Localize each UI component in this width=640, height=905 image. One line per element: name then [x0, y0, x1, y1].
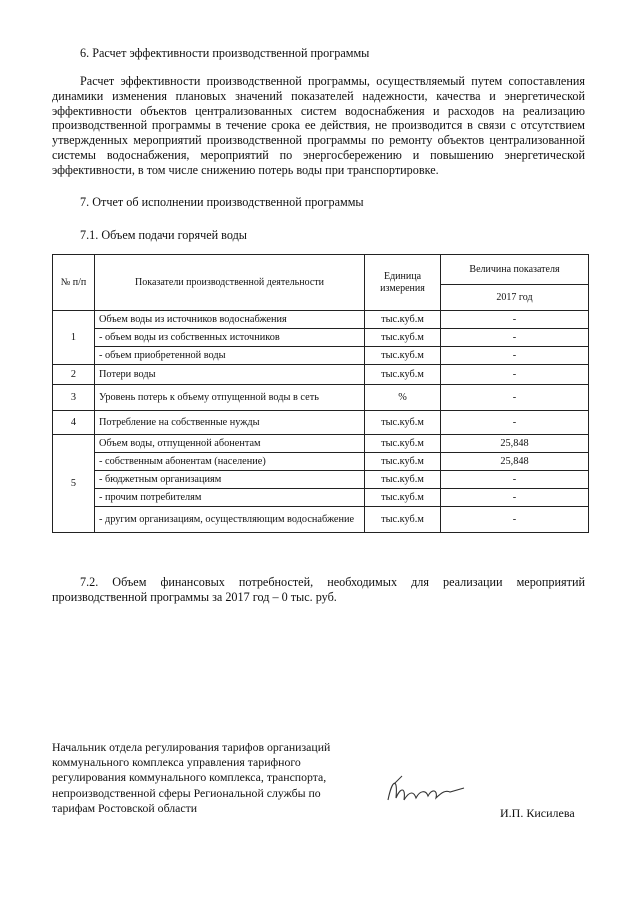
header-unit: Единица измерения [365, 255, 441, 311]
table-row [53, 347, 589, 365]
table-row [53, 311, 589, 329]
section-7-heading: 7. Отчет об исполнении производственной программы [80, 195, 364, 209]
table-row [53, 365, 589, 385]
row-unit: тыс.куб.м [365, 435, 441, 453]
header-value-group: Величина показателя [441, 255, 589, 285]
row-value: - [441, 411, 589, 435]
row-unit: тыс.куб.м [365, 311, 441, 329]
row-value: - [441, 329, 589, 347]
row-value: - [441, 365, 589, 385]
row-num: 1 [53, 311, 95, 365]
row-value: 25,848 [441, 435, 589, 453]
position-line: регулирования коммунального комплекса, транспорта, [52, 770, 327, 785]
row-indicator: - бюджетным организациям [95, 471, 365, 489]
position-line: непроизводственной сферы Региональной службы по [52, 785, 321, 800]
header-num: № п/п [53, 255, 95, 311]
table-row [53, 411, 589, 435]
row-unit: тыс.куб.м [365, 489, 441, 507]
row-indicator: - объем приобретенной воды [95, 347, 365, 365]
table-row [53, 471, 589, 489]
signatory-name: И.П. Кисилева [500, 806, 575, 820]
row-indicator: Потери воды [95, 365, 365, 385]
row-unit: тыс.куб.м [365, 507, 441, 533]
row-indicator: Объем воды, отпущенной абонентам [95, 435, 365, 453]
table-row [53, 329, 589, 347]
row-value: - [441, 507, 589, 533]
row-indicator: - прочим потребителям [95, 489, 365, 507]
row-value: - [441, 489, 589, 507]
row-unit: тыс.куб.м [365, 411, 441, 435]
table-row [53, 435, 589, 453]
row-num: 3 [53, 385, 95, 411]
row-unit: тыс.куб.м [365, 471, 441, 489]
position-line: Начальник отдела регулирования тарифов организаций [52, 740, 331, 754]
hot-water-supply-table [52, 254, 589, 533]
row-value: 25,848 [441, 453, 589, 471]
row-indicator: Объем воды из источников водоснабжения [95, 311, 365, 329]
section-6-body: Расчет эффективности производственной программы, осуществляемый путем сопоставления динамики изменения плановых значений показателей надежности, качества и энергетической эффективности объектов централизованных систем водоснабжения и расходов на реализацию производственной программы в течение срока ее действия, не производится в связи с отсутствием утвержденных мероприятий производственной программы по ремонту объектов централизованной системы водоснабжения, мероприятий по энергосбережению и повышению энергетической эффективности, в том числе снижению потерь воды при транспортировке. [52, 74, 585, 177]
row-unit: тыс.куб.м [365, 329, 441, 347]
header-year: 2017 год [441, 285, 589, 311]
row-unit: тыс.куб.м [365, 365, 441, 385]
section-7-1-heading: 7.1. Объем подачи горячей воды [80, 228, 247, 242]
row-unit: тыс.куб.м [365, 453, 441, 471]
header-indicator: Показатели производственной деятельности [95, 255, 365, 311]
position-line: коммунального комплекса управления тарифного [52, 755, 301, 770]
section-7-2-text: 7.2. Объем финансовых потребностей, необходимых для реализации мероприятий производственной программы за 2017 год – 0 тыс. руб. [52, 575, 585, 604]
row-value: - [441, 385, 589, 411]
row-indicator: - другим организациям, осуществляющим водоснабжение [95, 507, 365, 533]
section-6-heading: 6. Расчет эффективности производственной программы [80, 46, 370, 60]
table-row [53, 385, 589, 411]
position-line: тарифам Ростовской области [52, 800, 198, 815]
row-num: 2 [53, 365, 95, 385]
row-indicator: - объем воды из собственных источников [95, 329, 365, 347]
row-num: 4 [53, 411, 95, 435]
handwritten-signature [380, 770, 470, 810]
row-value: - [441, 471, 589, 489]
row-indicator: Потребление на собственные нужды [95, 411, 365, 435]
row-value: - [441, 311, 589, 329]
table-row [53, 489, 589, 507]
row-unit: % [365, 385, 441, 411]
row-indicator: - собственным абонентам (население) [95, 453, 365, 471]
table-row [53, 507, 589, 533]
row-indicator: Уровень потерь к объему отпущенной воды в сеть [95, 385, 365, 411]
row-value: - [441, 347, 589, 365]
table-row [53, 453, 589, 471]
signatory-position [52, 740, 372, 816]
row-num: 5 [53, 435, 95, 533]
row-unit: тыс.куб.м [365, 347, 441, 365]
